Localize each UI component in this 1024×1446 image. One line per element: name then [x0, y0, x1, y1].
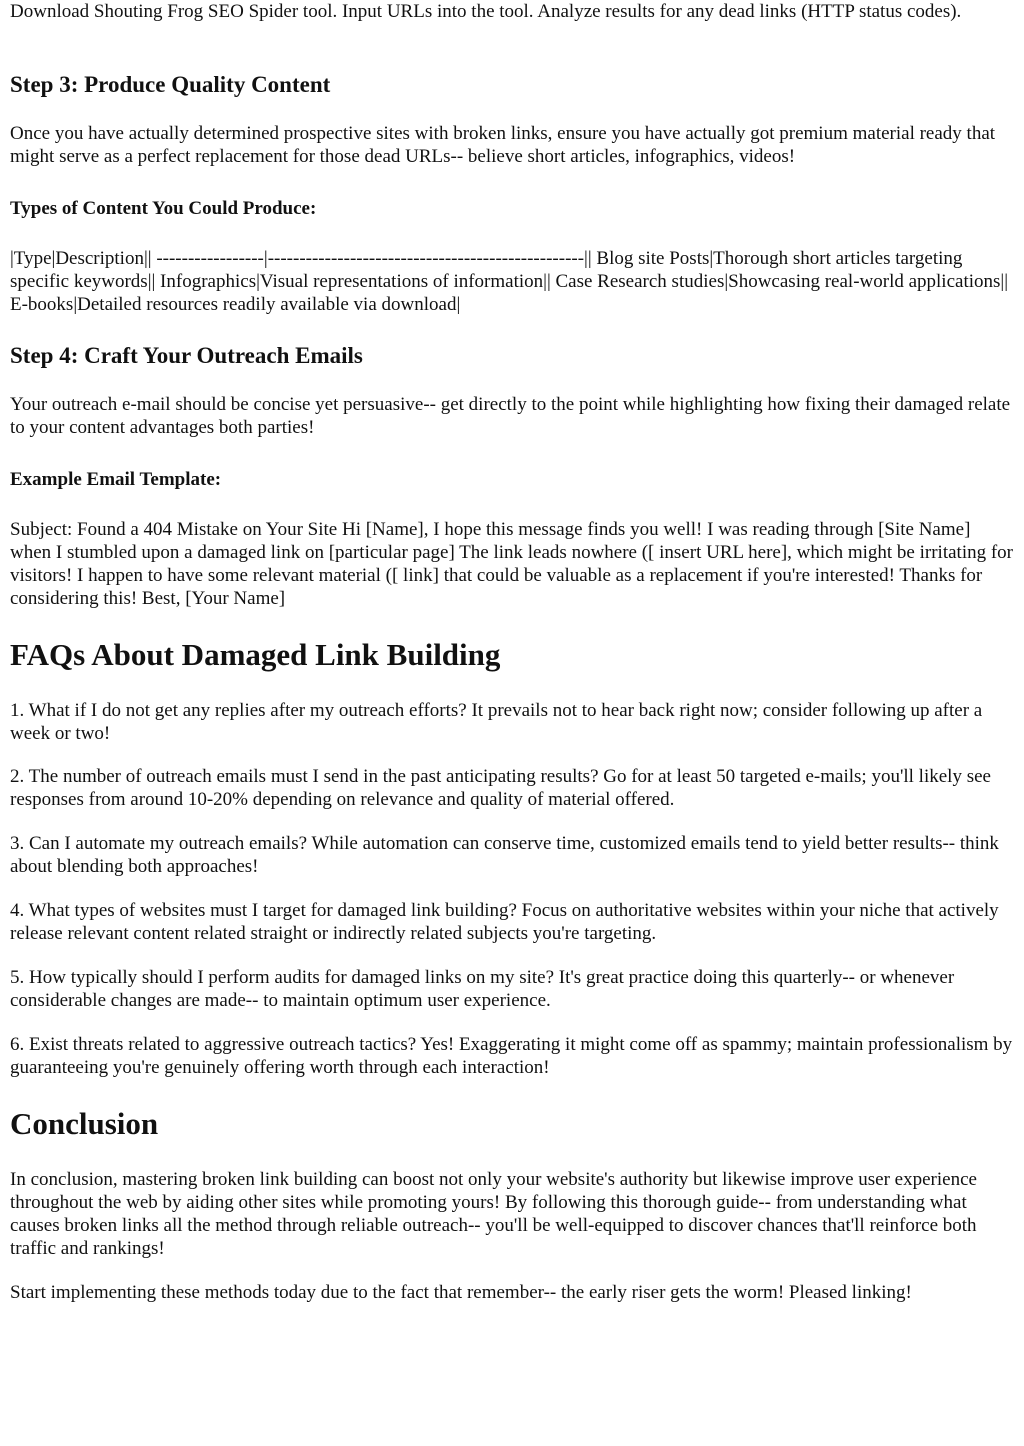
step3-heading: Step 3: Produce Quality Content	[10, 72, 331, 97]
closing-paragraph: Start implementing these methods today due to the fact that remember-- the early riser gets the worm! Pleased linking!	[10, 1282, 912, 1303]
content-types-table-text: |Type|Description|| -----------------|--------------------------------------------------|| Blog site Posts|Thorough short articles targeting specific keywords|| Infographics|Visual representations of information|| Case Research studies|Showcasing real-world applications|| E-books|Detailed resources readily available via download|	[10, 248, 1009, 315]
faq-item: 6. Exist threats related to aggressive outreach tactics? Yes! Exaggerating it might come off as spammy; maintain professionalism by guaranteeing you're genuinely offering worth through each interaction!	[10, 1034, 1013, 1078]
faq-item: 5. How typically should I perform audits for damaged links on my site? It's great practice doing this quarterly-- or whenever considerable changes are made-- to maintain optimum user experience.	[10, 967, 955, 1011]
conclusion-heading: Conclusion	[10, 1106, 159, 1141]
intro-paragraph: Download Shouting Frog SEO Spider tool. Input URLs into the tool. Analyze results for any dead links (HTTP status codes).	[10, 1, 962, 22]
step4-paragraph: Your outreach e-mail should be concise yet persuasive-- get directly to the point while highlighting how fixing their damaged relate to your content advantages both parties!	[10, 394, 1011, 438]
step3-paragraph: Once you have actually determined prospective sites with broken links, ensure you have actually got premium material ready that might serve as a perfect replacement for those dead URLs-- believe short articles, infographics, videos!	[10, 123, 996, 167]
email-template-text: Subject: Found a 404 Mistake on Your Site Hi [Name], I hope this message finds you well! I was reading through [Site Name] when I stumbled upon a damaged link on [particular page] The link leads nowhere ([ insert URL here], which might be irritating for visitors! I happen to have some relevant material ([ link] that could be valuable as a replacement if you're interested! Thanks for considering this! Best, [Your Name]	[10, 519, 1014, 609]
faqs-heading: FAQs About Damaged Link Building	[10, 637, 501, 672]
email-template-subheading: Example Email Template:	[10, 469, 222, 490]
faq-item: 1. What if I do not get any replies after my outreach efforts? It prevails not to hear back right now; consider following up after a week or two!	[10, 700, 983, 744]
faq-item: 3. Can I automate my outreach emails? While automation can conserve time, customized emails tend to yield better results-- think about blending both approaches!	[10, 833, 999, 877]
content-types-subheading: Types of Content You Could Produce:	[10, 198, 317, 219]
faq-item: 4. What types of websites must I target for damaged link building? Focus on authoritative websites within your niche that actively release relevant content related straight or indirectly related subjects you're targeting.	[10, 900, 999, 944]
faq-item: 2. The number of outreach emails must I send in the past anticipating results? Go for at least 50 targeted e-mails; you'll likely see responses from around 10-20% depending on relevance and quality of material offered.	[10, 766, 991, 810]
conclusion-paragraph: In conclusion, mastering broken link building can boost not only your website's authority but likewise improve user experience throughout the web by aiding other sites while promoting yours! By following this thorough guide-- from understanding what causes broken links all the method through reliable outreach-- you'll be well-equipped to discover chances that'll reinforce both traffic and rankings!	[10, 1169, 977, 1259]
step4-heading: Step 4: Craft Your Outreach Emails	[10, 343, 363, 368]
